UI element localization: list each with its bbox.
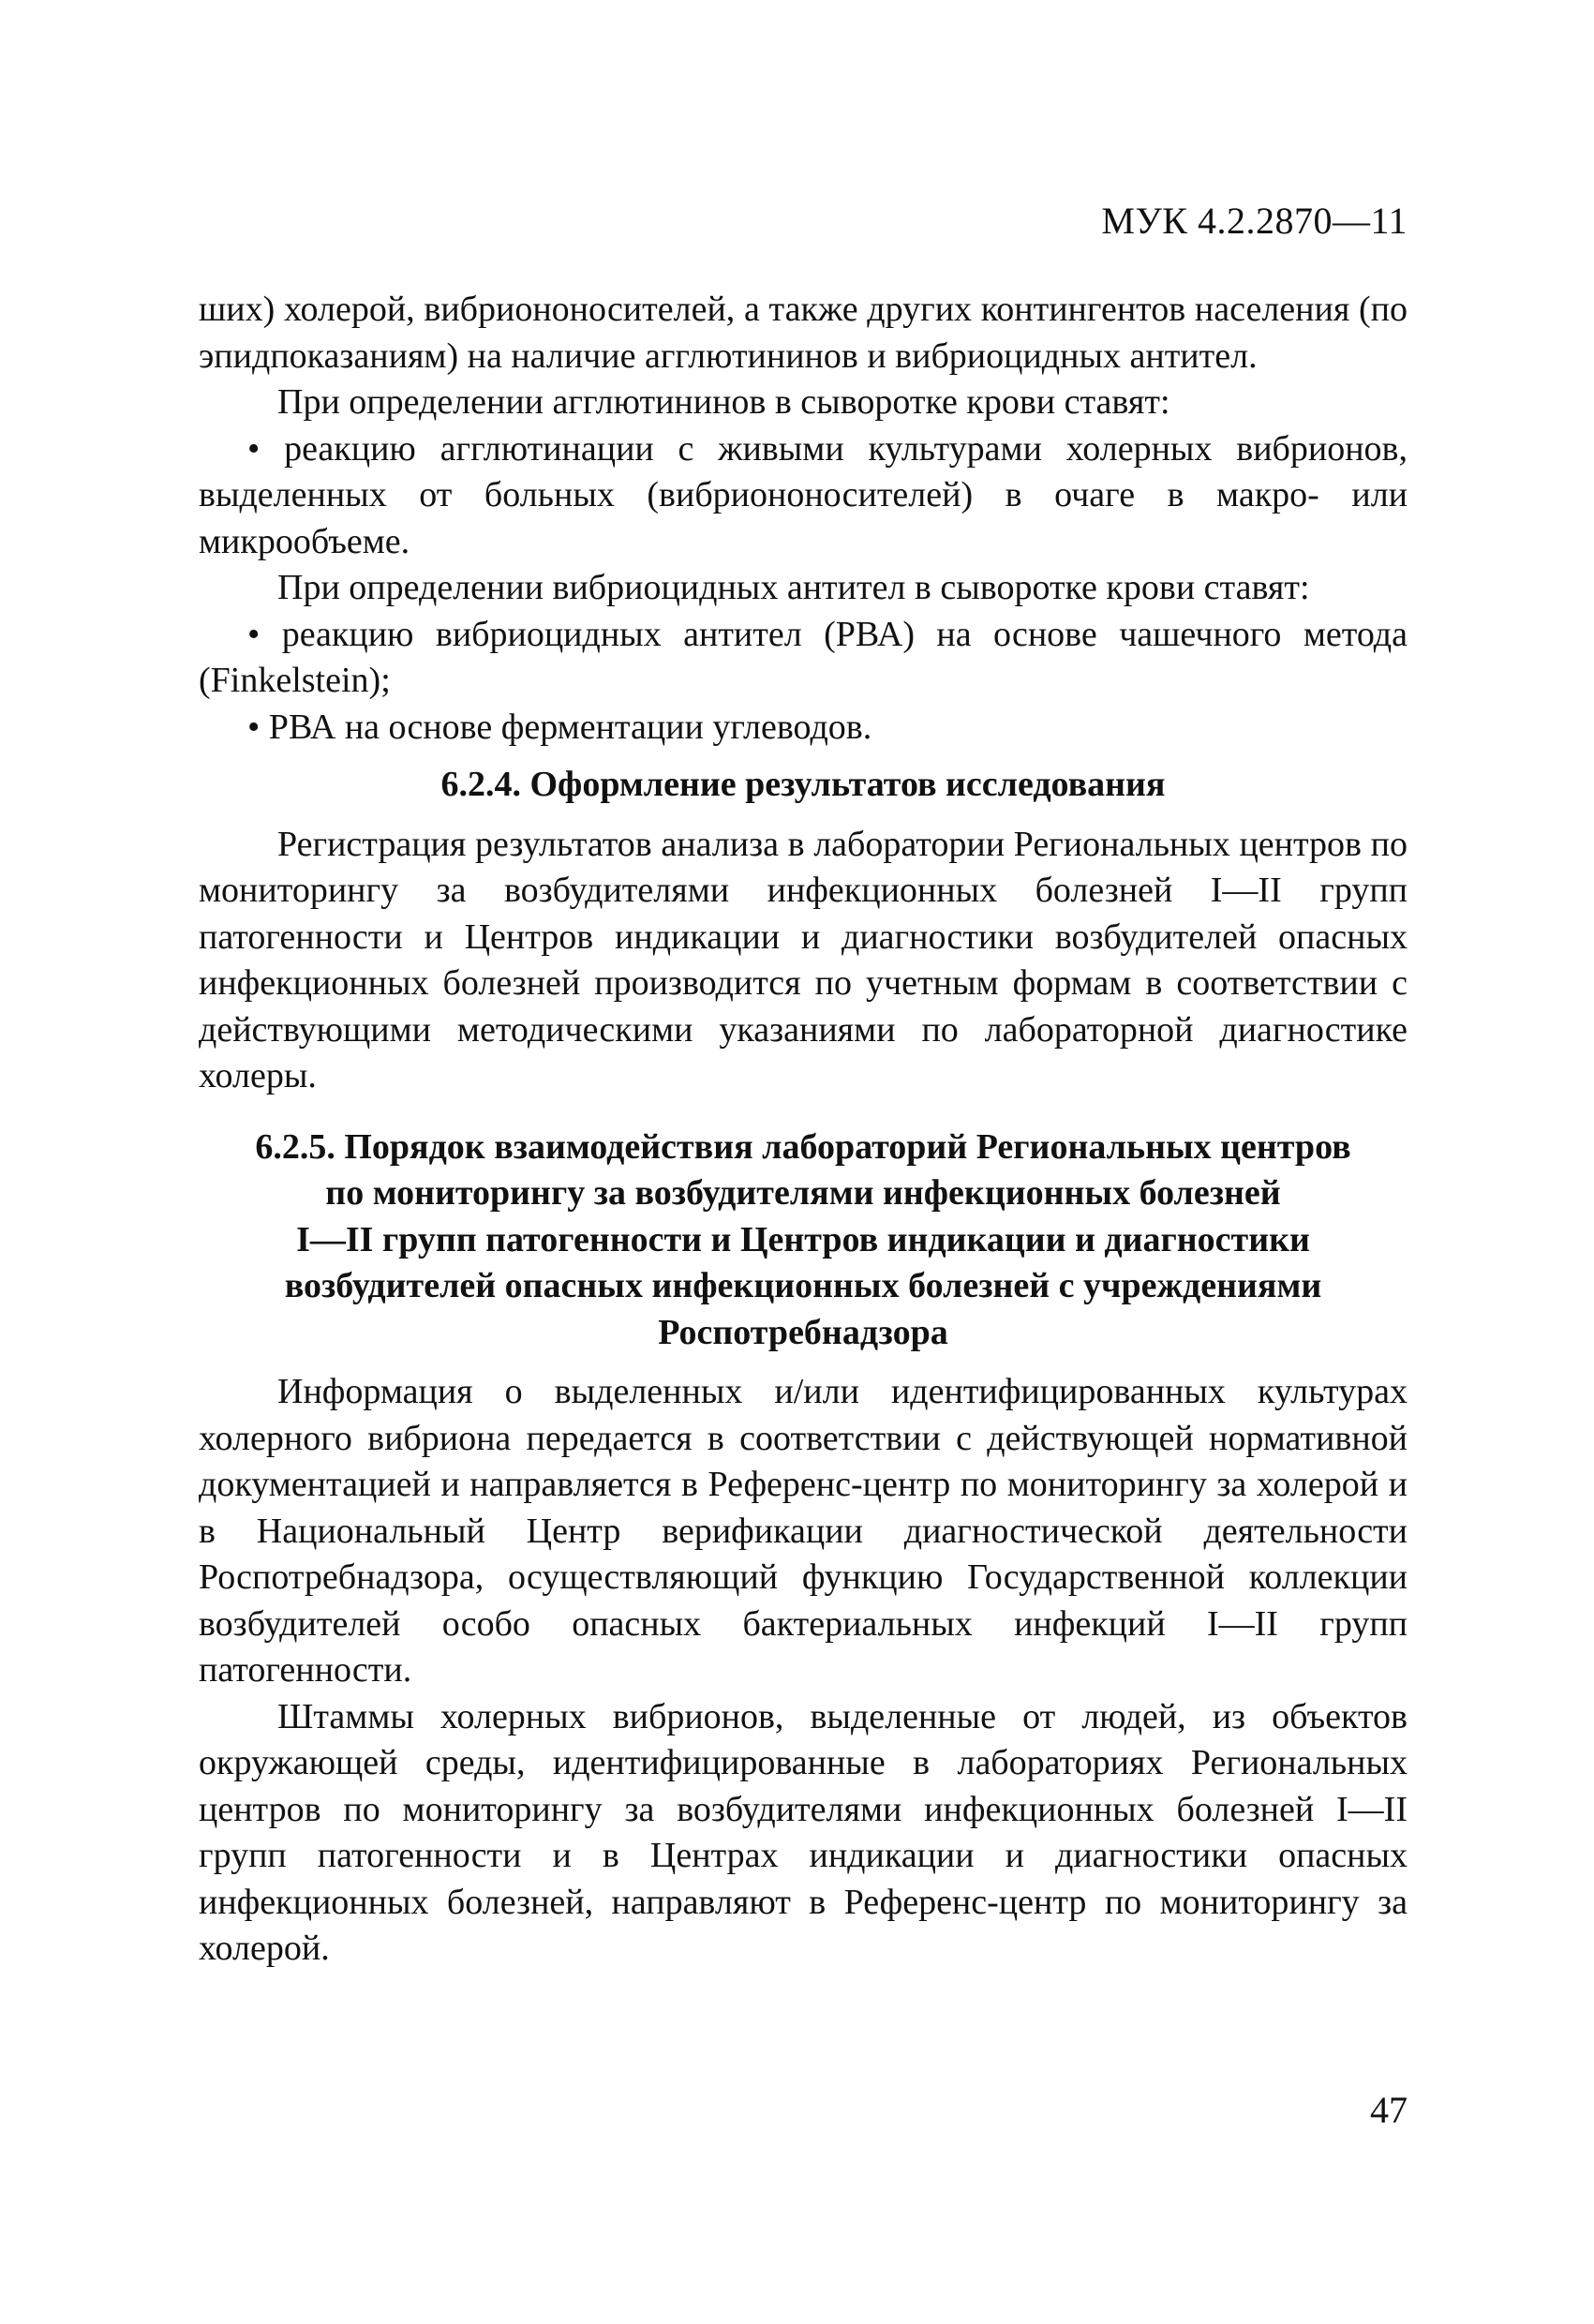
paragraph-results-registration: Регистрация результатов анализа в лаборатории Региональных центров по мониторингу за возбудителями инфекционных болезней I—II групп патогенности и Центров индикации и диагностики возбудителей опасных инфекционных болезней производится по учетным формам в соответствии с действующими методическими указаниями по лабораторной диагностике холеры. bbox=[199, 824, 1408, 1095]
paragraph-strains-transfer: Штаммы холерных вибрионов, выделенные от людей, из объектов окружающей среды, идентифицированные в лабораториях Региональных центров по мониторингу за возбудителями инфекционных болезней I—II групп патогенности и в Центрах индикации и диагностики опасных инфекционных болезней, направляют в Референс-центр по мониторингу за холерой. bbox=[199, 1696, 1408, 1968]
bullet-rva-fermentation: • РВА на основе ферментации углеводов. bbox=[247, 707, 872, 747]
heading-line: возбудителей опасных инфекционных болезней с учреждениями bbox=[284, 1266, 1322, 1305]
section-heading-6-2-4: 6.2.4. Оформление результатов исследования bbox=[440, 765, 1166, 804]
section-heading-6-2-5 bbox=[199, 1125, 1408, 1357]
heading-line: по мониторингу за возбудителями инфекционных болезней bbox=[325, 1173, 1281, 1213]
paragraph-agglutinins-intro: При определении агглютининов в сыворотке крови ставят: bbox=[277, 382, 1170, 422]
paragraph-information-transfer: Информация о выделенных и/или идентифицированных культурах холерного вибриона передается в соответствии с действующей нормативной документацией и направляется в Референс-центр по мониторингу за холерой и в Национальный Центр верификации диагностической деятельности Роспотребнадзора, осуществляющий функцию Государственной коллекции возбудителей особо опасных бактериальных инфекций I—II групп патогенности. bbox=[199, 1372, 1408, 1690]
heading-line: 6.2.5. Порядок взаимодействия лабораторий Региональных центров bbox=[255, 1126, 1351, 1167]
document-code: МУК 4.2.2870—11 bbox=[1101, 200, 1408, 242]
paragraph-vibriocidal-intro: При определении вибриоцидных антител в сыворотке крови ставят: bbox=[277, 568, 1310, 607]
heading-line: Роспотребнадзора bbox=[658, 1312, 948, 1352]
heading-line: I—II групп патогенности и Центров индикации и диагностики bbox=[296, 1219, 1310, 1259]
page-number: 47 bbox=[1370, 2089, 1408, 2131]
bullet-agglutination-reaction: • реакцию агглютинации с живыми культурами холерных вибрионов, выделенных от больных (вибриононосителей) в очаге в макро- или микрообъеме. bbox=[199, 428, 1408, 561]
paragraph-continuation: ших) холерой, вибриононосителей, а также других контингентов населения (по эпидпоказаниям) на наличие агглютининов и вибриоцидных антител. bbox=[199, 290, 1408, 376]
page-body bbox=[199, 287, 1408, 1973]
bullet-vibriocidal-reaction: • реакцию вибриоцидных антител (РВА) на основе чашечного метода (Finkelstein); bbox=[199, 614, 1408, 700]
